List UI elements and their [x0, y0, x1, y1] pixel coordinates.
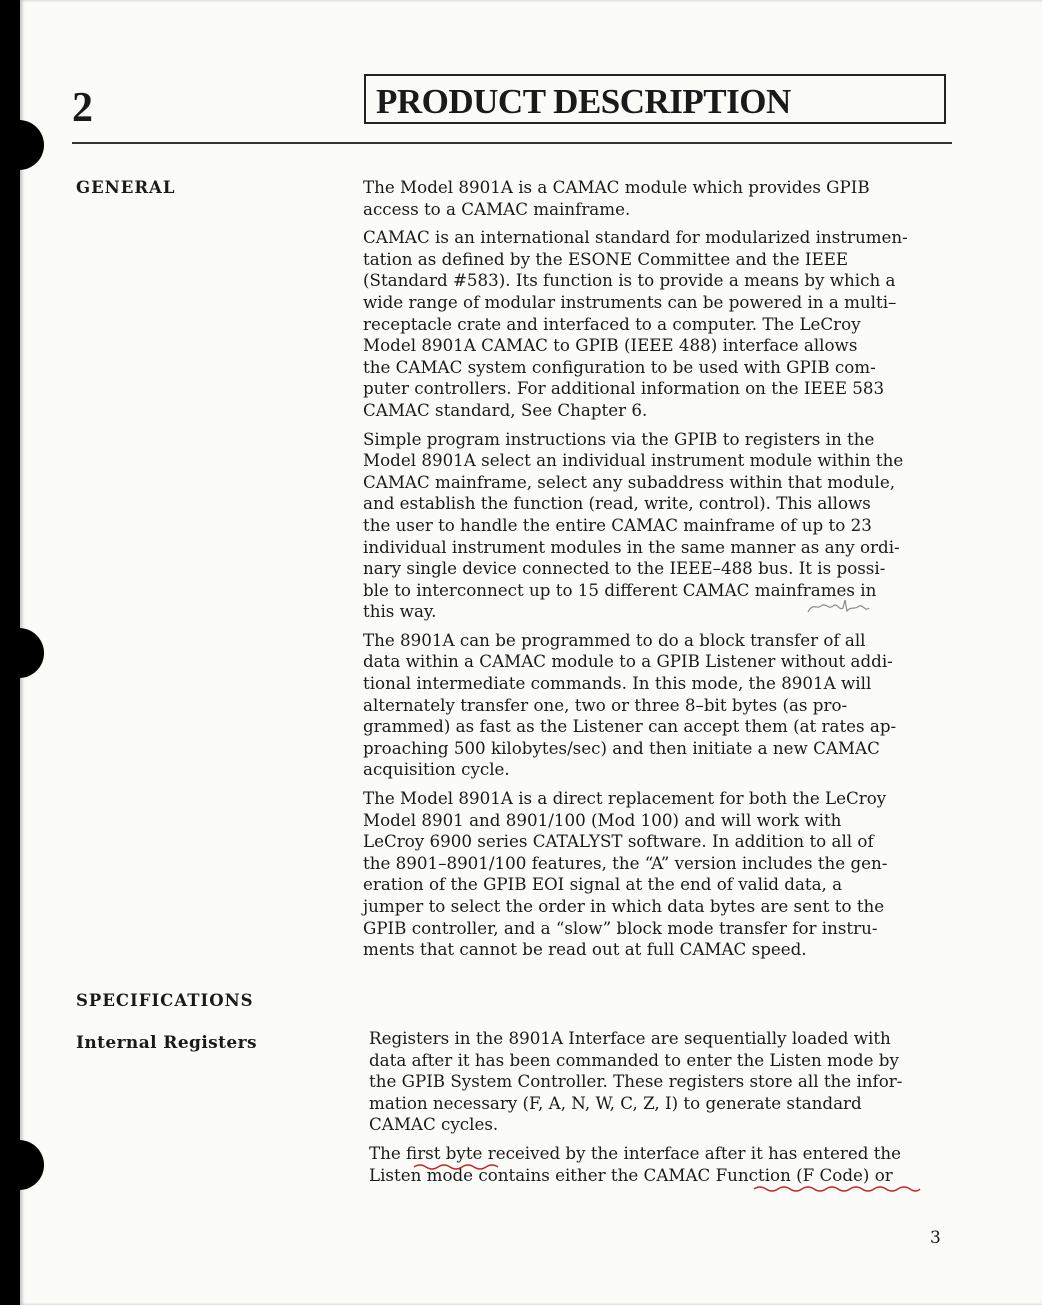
paragraph: The first byte received by the interface after it has entered the Listen mode contains either the CAMAC Function (F Code) or [369, 1142, 902, 1185]
section-heading-general: GENERAL [76, 178, 176, 197]
paragraph: Registers in the 8901A Interface are sequentially loaded with data after it has been commanded to enter the Listen mode by the GPIB System Controller. These registers store all the infor- mation necessary (F, A, N, W, C, Z, I) to generate standard CAMAC cycles. [369, 1028, 903, 1135]
subheading-internal-registers: Internal Registers [76, 1033, 257, 1053]
paragraph: Simple program instructions via the GPIB to registers in the Model 8901A select an individual instrument module within the CAMAC mainframe, select any subaddress within that module, and establish the function (read, write, control). This allows the user to handle the entire CAMAC mainframe of up to 23 individual instrument modules in the same manner as any ordi- nary single device connected to the IEEE–488 bus. It is possi- ble to interconnect up to 15 different CAMAC mainframes in this way. [363, 428, 904, 622]
general-body [363, 177, 963, 968]
binder-hole [14, 1140, 44, 1190]
header-rule [72, 142, 952, 144]
chapter-title-box [364, 74, 946, 124]
document-page [20, 0, 1042, 1305]
page-number: 3 [930, 1228, 941, 1248]
paragraph: CAMAC is an international standard for modularized instrumen- tation as defined by the ESONE Committee and the IEEE (Standard #583). Its function is to provide a means by which a wide range of modular instruments can be powered in a multi– receptacle crate and interfaced to a computer. The LeCroy Model 8901A CAMAC to GPIB (IEEE 488) interface allows the CAMAC system configuration to be used with GPIB com- puter controllers. For additional information on the IEEE 583 CAMAC standard, See Chapter 6. [363, 227, 908, 420]
chapter-title: PRODUCT DESCRIPTION [376, 82, 791, 121]
chapter-number: 2 [72, 85, 93, 131]
paragraph: The Model 8901A is a direct replacement for both the LeCroy Model 8901 and 8901/100 (Mod 100) and will work with LeCroy 6900 series CATALYST software. In addition to all of the 8901–8901/100 features, the “A” version includes the gen- eration of the GPIB EOI signal at the end of valid data, a jumper to select the order in which data bytes are sent to the GPIB controller, and a “slow” block mode transfer for instru- ments that cannot be read out at full CAMAC speed. [363, 788, 888, 960]
specifications-body [369, 1028, 959, 1193]
paragraph: The 8901A can be programmed to do a block transfer of all data within a CAMAC module to a GPIB Listener without addi- tional intermediate commands. In this mode, the 8901A will alternately transfer one, two or three 8–bit bytes (as pro- grammed) as fast as the Listener can accept them (at rates ap- proaching 500 kilobytes/sec) and then initiate a new CAMAC acquisition cycle. [363, 629, 897, 780]
paragraph: The Model 8901A is a CAMAC module which provides GPIB access to a CAMAC mainframe. [363, 177, 870, 219]
binder-hole [14, 120, 44, 170]
binder-hole [14, 628, 44, 678]
section-heading-specifications: SPECIFICATIONS [76, 991, 254, 1010]
